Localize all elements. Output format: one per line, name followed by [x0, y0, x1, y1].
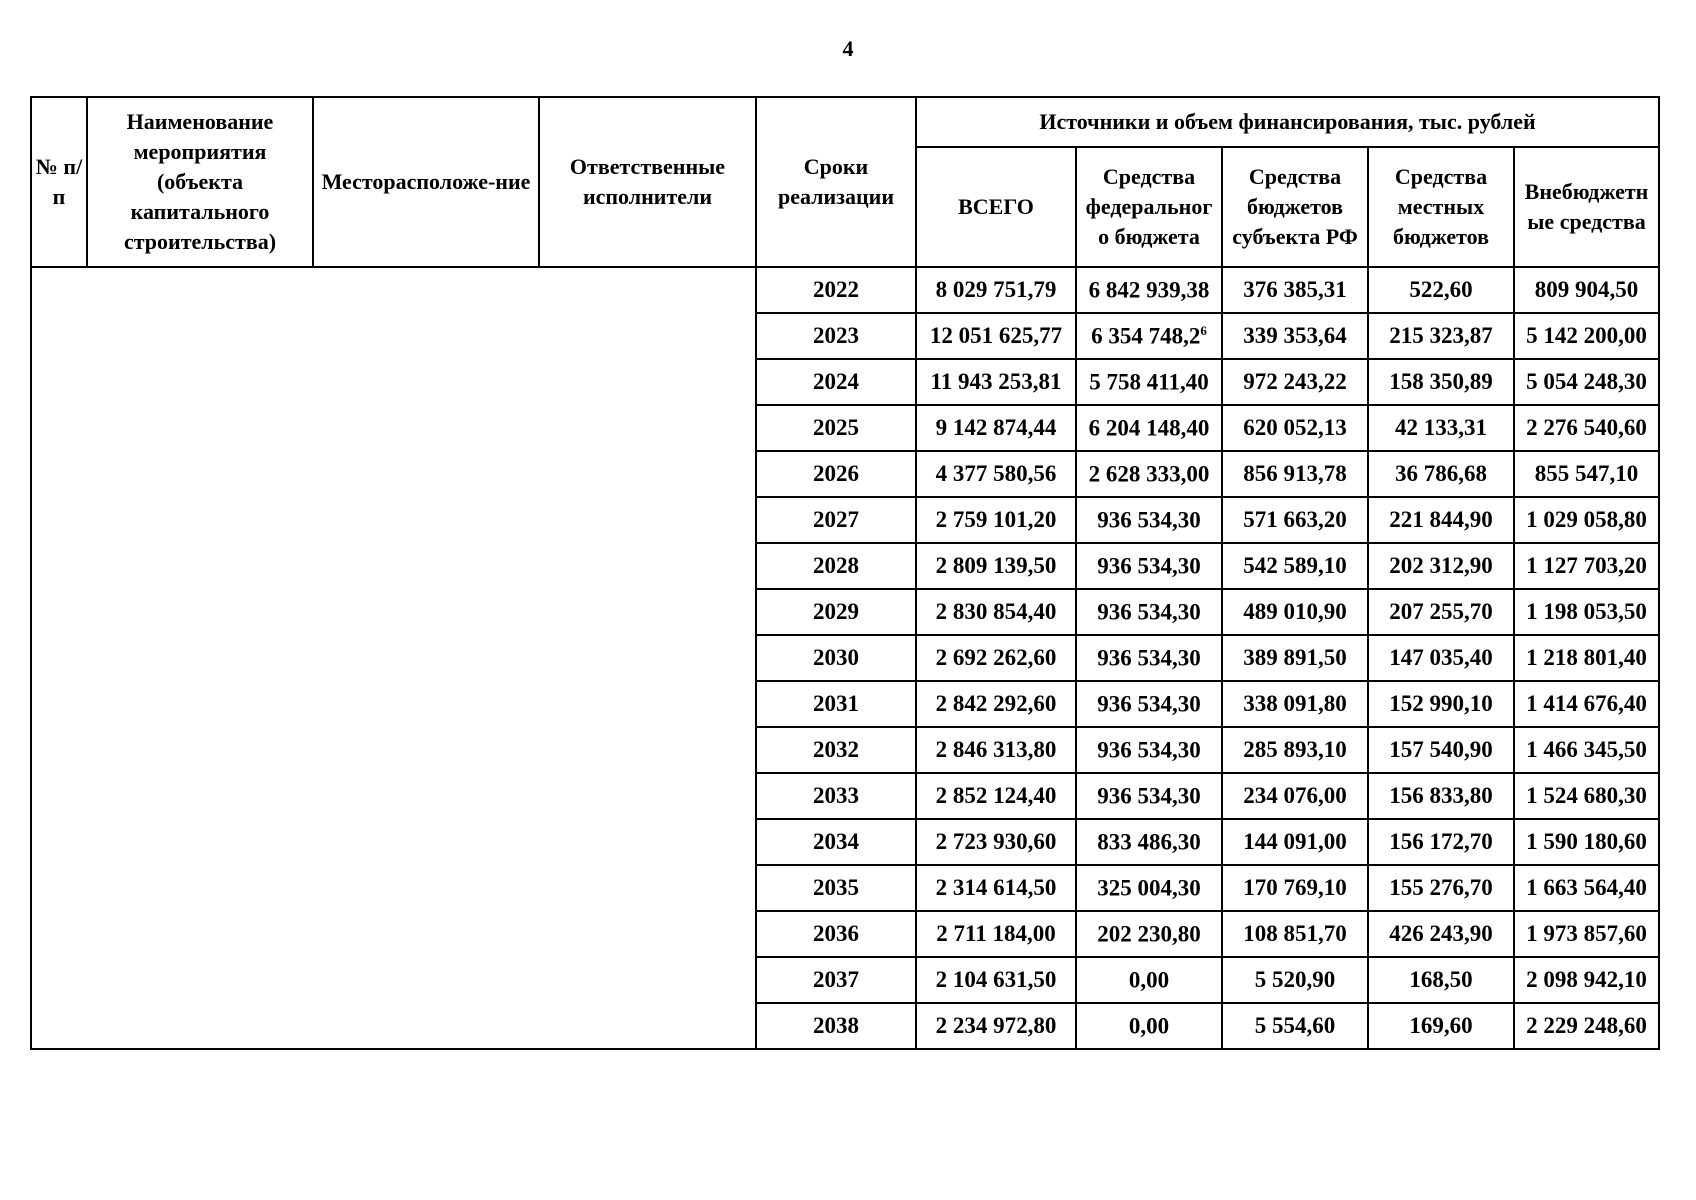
total-cell-value: 2 842 292,60: [935, 691, 1057, 716]
regional-cell: [1222, 267, 1368, 313]
local-cell: [1368, 865, 1514, 911]
total-cell: [916, 497, 1076, 543]
regional-cell: [1222, 911, 1368, 957]
regional-cell-value: 339 353,64: [1243, 323, 1347, 348]
regional-cell-value: 170 769,10: [1243, 875, 1347, 900]
extra-cell-value: 1 466 345,50: [1526, 737, 1647, 762]
year-cell-value: 2030: [813, 645, 859, 670]
total-cell: [916, 819, 1076, 865]
total-cell: [916, 543, 1076, 589]
federal-cell: [1076, 727, 1222, 773]
local-cell: [1368, 359, 1514, 405]
header-row-1: [31, 97, 1659, 147]
extra-cell: [1514, 681, 1659, 727]
local-cell: [1368, 451, 1514, 497]
local-cell-value: 426 243,90: [1389, 921, 1493, 946]
year-cell: [756, 957, 916, 1003]
extra-cell-value: 809 904,50: [1534, 277, 1639, 302]
total-cell-value: 2 314 614,50: [935, 875, 1057, 900]
regional-cell-value: 542 589,10: [1243, 553, 1347, 578]
regional-cell-value: 856 913,78: [1243, 461, 1347, 486]
year-cell: [756, 865, 916, 911]
federal-cell: [1076, 589, 1222, 635]
regional-cell-value: 389 891,50: [1243, 645, 1347, 670]
local-cell-value: 42 133,31: [1395, 415, 1487, 440]
extra-cell: [1514, 589, 1659, 635]
local-cell: [1368, 313, 1514, 359]
year-cell-value: 2026: [813, 461, 859, 486]
extra-cell: [1514, 267, 1659, 313]
regional-cell: [1222, 727, 1368, 773]
regional-cell: [1222, 865, 1368, 911]
federal-cell-value: 0,00: [1128, 1013, 1170, 1039]
extra-cell: [1514, 359, 1659, 405]
federal-cell-value: 6 204 148,40: [1088, 415, 1210, 441]
total-cell: [916, 727, 1076, 773]
federal-cell-value: 5 758 411,40: [1089, 369, 1209, 395]
year-cell-value: 2033: [813, 783, 859, 808]
regional-cell: [1222, 635, 1368, 681]
year-cell: [756, 543, 916, 589]
regional-cell: [1222, 589, 1368, 635]
local-cell-value: 215 323,87: [1389, 323, 1493, 348]
local-cell-value: 202 312,90: [1389, 553, 1493, 578]
year-cell: [756, 313, 916, 359]
federal-cell: [1076, 497, 1222, 543]
local-cell: [1368, 497, 1514, 543]
federal-cell-value: 6 354 748,2: [1091, 323, 1201, 349]
local-cell: [1368, 1003, 1514, 1049]
regional-cell: [1222, 543, 1368, 589]
total-cell-value: 2 723 930,60: [935, 829, 1057, 854]
extra-cell: [1514, 1003, 1659, 1049]
extra-cell-value: 5 054 248,30: [1526, 369, 1647, 394]
total-cell-value: 8 029 751,79: [935, 277, 1057, 302]
local-cell: [1368, 819, 1514, 865]
extra-cell: [1514, 911, 1659, 957]
local-cell-value: 158 350,89: [1389, 369, 1493, 394]
regional-cell-value: 144 091,00: [1243, 829, 1347, 854]
year-cell: [756, 497, 916, 543]
total-cell: [916, 451, 1076, 497]
federal-cell: [1076, 313, 1222, 359]
header-num: № п/п: [31, 97, 87, 267]
federal-cell-value: 936 534,30: [1097, 645, 1201, 671]
total-cell-value: 2 852 124,40: [935, 783, 1057, 808]
extra-cell: [1514, 543, 1659, 589]
year-cell-value: 2031: [813, 691, 859, 716]
extra-cell-value: 1 663 564,40: [1526, 875, 1647, 900]
regional-cell-value: 5 520,90: [1254, 967, 1336, 992]
total-cell: [916, 957, 1076, 1003]
extra-cell: [1514, 313, 1659, 359]
federal-cell: [1076, 957, 1222, 1003]
header-executors: Ответственные исполнители: [539, 97, 756, 267]
total-cell-value: 2 104 631,50: [935, 967, 1057, 992]
header-name: Наименование мероприятия (объекта капитального строительства): [87, 97, 313, 267]
year-cell-value: 2037: [813, 967, 859, 992]
local-cell-value: 157 540,90: [1389, 737, 1493, 762]
regional-cell: [1222, 359, 1368, 405]
total-cell: [916, 589, 1076, 635]
federal-cell-value: 325 004,30: [1097, 875, 1201, 901]
extra-cell-value: 1 524 680,30: [1526, 783, 1647, 808]
extra-cell-value: 1 029 058,80: [1526, 507, 1647, 532]
page-number: 4: [842, 36, 854, 61]
federal-cell-value: 936 534,30: [1097, 553, 1201, 579]
header-local: Средства местных бюджетов: [1368, 147, 1514, 267]
local-cell: [1368, 957, 1514, 1003]
year-cell: [756, 267, 916, 313]
total-cell: [916, 773, 1076, 819]
federal-cell-value: 936 534,30: [1097, 691, 1201, 717]
regional-cell-value: 620 052,13: [1243, 415, 1347, 440]
total-cell-value: 2 234 972,80: [935, 1013, 1057, 1038]
extra-cell: [1514, 405, 1659, 451]
header-terms: Сроки реализации: [756, 97, 916, 267]
year-cell: [756, 635, 916, 681]
total-cell-value: 9 142 874,44: [935, 415, 1057, 440]
extra-cell-value: 1 198 053,50: [1526, 599, 1647, 624]
local-cell-value: 156 833,80: [1389, 783, 1493, 808]
extra-cell-value: 5 142 200,00: [1526, 323, 1647, 348]
financing-table: [30, 96, 1660, 1050]
header-total: ВСЕГО: [916, 147, 1076, 267]
total-cell: [916, 359, 1076, 405]
federal-cell: [1076, 911, 1222, 957]
federal-cell: [1076, 267, 1222, 313]
local-cell: [1368, 543, 1514, 589]
regional-cell-value: 108 851,70: [1243, 921, 1347, 946]
total-cell-value: 2 809 139,50: [935, 553, 1057, 578]
extra-cell: [1514, 635, 1659, 681]
total-cell-value: 2 711 184,00: [936, 921, 1056, 946]
regional-cell-value: 972 243,22: [1243, 369, 1347, 394]
extra-cell: [1514, 451, 1659, 497]
header-extra: Внебюджетн ые средства: [1514, 147, 1659, 267]
year-cell-value: 2038: [813, 1013, 859, 1038]
year-cell-value: 2034: [813, 829, 859, 854]
federal-cell-value: 833 486,30: [1097, 829, 1201, 855]
year-cell-value: 2028: [813, 553, 859, 578]
federal-cell: [1076, 681, 1222, 727]
federal-cell-value: 936 534,30: [1097, 737, 1201, 763]
year-cell-value: 2025: [813, 415, 859, 440]
local-cell-value: 168,50: [1409, 967, 1473, 992]
total-cell-value: 12 051 625,77: [929, 323, 1063, 348]
federal-cell: [1076, 451, 1222, 497]
year-cell-value: 2022: [813, 277, 859, 302]
regional-cell: [1222, 681, 1368, 727]
year-cell: [756, 589, 916, 635]
year-cell-value: 2023: [813, 323, 859, 348]
total-cell: [916, 267, 1076, 313]
local-cell-value: 152 990,10: [1389, 691, 1493, 716]
regional-cell-value: 5 554,60: [1254, 1013, 1336, 1038]
federal-cell: [1076, 819, 1222, 865]
federal-cell-value: 936 534,30: [1097, 783, 1201, 809]
year-cell: [756, 451, 916, 497]
federal-cell: [1076, 359, 1222, 405]
year-cell-value: 2029: [813, 599, 859, 624]
federal-cell: [1076, 865, 1222, 911]
local-cell-value: 169,60: [1409, 1013, 1473, 1038]
total-cell: [916, 313, 1076, 359]
local-cell-value: 147 035,40: [1389, 645, 1493, 670]
local-cell-value: 156 172,70: [1389, 829, 1493, 854]
regional-cell: [1222, 313, 1368, 359]
federal-cell: [1076, 635, 1222, 681]
local-cell: [1368, 773, 1514, 819]
year-cell-value: 2032: [813, 737, 859, 762]
year-cell: [756, 773, 916, 819]
federal-cell: [1076, 1003, 1222, 1049]
regional-cell: [1222, 497, 1368, 543]
local-cell: [1368, 911, 1514, 957]
regional-cell-value: 571 663,20: [1243, 507, 1347, 532]
total-cell: [916, 635, 1076, 681]
total-cell-value: 4 377 580,56: [935, 461, 1057, 486]
table-row: [31, 267, 1659, 313]
federal-cell-value: 0,00: [1128, 967, 1170, 993]
regional-cell-value: 285 893,10: [1243, 737, 1347, 762]
extra-cell-value: 1 218 801,40: [1526, 645, 1647, 670]
extra-cell-value: 855 547,10: [1534, 461, 1639, 486]
total-cell-value: 2 759 101,20: [935, 507, 1057, 532]
header-sources-group: Источники и объем финансирования, тыс. рублей: [916, 97, 1659, 147]
header-location: Месторасположе-ние: [313, 97, 539, 267]
total-cell: [916, 405, 1076, 451]
local-cell: [1368, 635, 1514, 681]
year-cell: [756, 911, 916, 957]
extra-cell: [1514, 773, 1659, 819]
regional-cell: [1222, 773, 1368, 819]
extra-cell-value: 2 098 942,10: [1526, 967, 1647, 992]
federal-cell-value: 2 628 333,00: [1088, 461, 1210, 487]
empty-description-cell: [31, 267, 756, 1049]
local-cell: [1368, 681, 1514, 727]
footnote-mark: 6: [1200, 322, 1207, 338]
total-cell: [916, 865, 1076, 911]
extra-cell: [1514, 727, 1659, 773]
federal-cell-value: 202 230,80: [1097, 921, 1201, 947]
federal-cell: [1076, 543, 1222, 589]
total-cell-value: 2 692 262,60: [935, 645, 1057, 670]
regional-cell-value: 234 076,00: [1243, 783, 1347, 808]
year-cell-value: 2036: [813, 921, 859, 946]
regional-cell: [1222, 451, 1368, 497]
federal-cell-value: 936 534,30: [1097, 599, 1201, 625]
extra-cell-value: 1 590 180,60: [1526, 829, 1647, 854]
total-cell: [916, 1003, 1076, 1049]
regional-cell: [1222, 405, 1368, 451]
year-cell: [756, 359, 916, 405]
year-cell: [756, 1003, 916, 1049]
extra-cell: [1514, 497, 1659, 543]
regional-cell-value: 489 010,90: [1243, 599, 1347, 624]
total-cell-value: 2 830 854,40: [935, 599, 1057, 624]
federal-cell: [1076, 405, 1222, 451]
local-cell-value: 207 255,70: [1389, 599, 1493, 624]
regional-cell: [1222, 1003, 1368, 1049]
header-regional: Средства бюджетов субъекта РФ: [1222, 147, 1368, 267]
local-cell: [1368, 405, 1514, 451]
extra-cell: [1514, 957, 1659, 1003]
federal-cell-value: 936 534,30: [1097, 507, 1201, 533]
year-cell: [756, 819, 916, 865]
regional-cell: [1222, 819, 1368, 865]
local-cell-value: 522,60: [1409, 277, 1473, 302]
federal-cell: [1076, 773, 1222, 819]
regional-cell-value: 338 091,80: [1243, 691, 1347, 716]
header-federal: Средства федеральног о бюджета: [1076, 147, 1222, 267]
extra-cell-value: 1 414 676,40: [1526, 691, 1647, 716]
extra-cell-value: 1 973 857,60: [1526, 921, 1647, 946]
extra-cell-value: 1 127 703,20: [1526, 553, 1647, 578]
extra-cell-value: 2 276 540,60: [1526, 415, 1647, 440]
year-cell-value: 2035: [813, 875, 859, 900]
local-cell-value: 155 276,70: [1389, 875, 1493, 900]
total-cell-value: 2 846 313,80: [935, 737, 1057, 762]
regional-cell-value: 376 385,31: [1243, 277, 1347, 302]
year-cell-value: 2024: [813, 369, 859, 394]
extra-cell-value: 2 229 248,60: [1526, 1013, 1647, 1038]
year-cell: [756, 681, 916, 727]
local-cell: [1368, 589, 1514, 635]
year-cell: [756, 727, 916, 773]
local-cell-value: 36 786,68: [1395, 461, 1487, 486]
regional-cell: [1222, 957, 1368, 1003]
total-cell-value: 11 943 253,81: [930, 369, 1062, 394]
year-cell: [756, 405, 916, 451]
local-cell: [1368, 267, 1514, 313]
year-cell-value: 2027: [813, 507, 859, 532]
total-cell: [916, 681, 1076, 727]
extra-cell: [1514, 819, 1659, 865]
federal-cell-value: 6 842 939,38: [1088, 277, 1210, 303]
local-cell-value: 221 844,90: [1389, 507, 1493, 532]
extra-cell: [1514, 865, 1659, 911]
local-cell: [1368, 727, 1514, 773]
total-cell: [916, 911, 1076, 957]
